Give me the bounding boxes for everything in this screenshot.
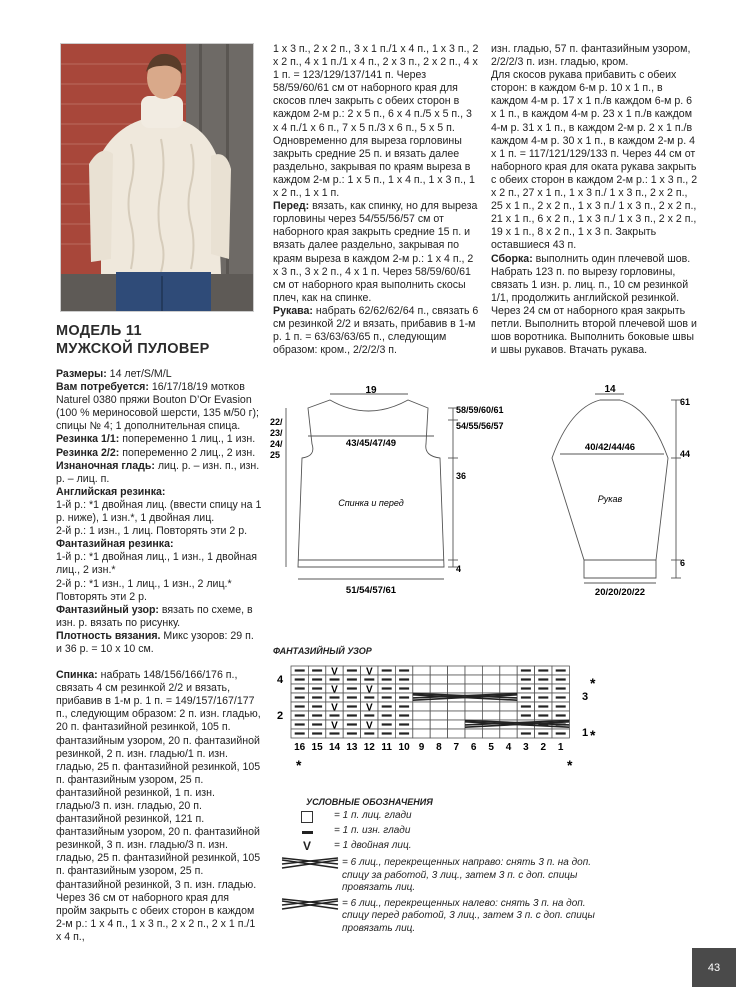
paragraph-heading: Фантазийный узор: bbox=[56, 603, 159, 616]
column-number: 8 bbox=[436, 742, 442, 753]
purl-dash-icon bbox=[399, 696, 409, 698]
purl-dash-icon bbox=[330, 714, 340, 716]
chart-cell bbox=[465, 684, 482, 693]
purl-dash-icon bbox=[295, 669, 305, 671]
purl-dash-icon bbox=[295, 732, 305, 734]
paragraph bbox=[491, 69, 699, 252]
chart-cell bbox=[482, 666, 499, 675]
paragraph-heading: Размеры: bbox=[56, 368, 107, 380]
sleeve-piece-label: Рукав bbox=[597, 494, 623, 504]
paragraph-heading: Рукава: bbox=[273, 304, 313, 317]
paragraph-heading: Изнаночная гладь: bbox=[56, 459, 155, 472]
purl-dash-icon bbox=[330, 678, 340, 680]
paragraph bbox=[56, 368, 262, 381]
purl-dash-icon bbox=[295, 678, 305, 680]
model-name: МУЖСКОЙ ПУЛОВЕР bbox=[56, 341, 210, 357]
paragraph-text: попеременно 2 лиц., 2 изн. bbox=[119, 446, 256, 459]
purl-dash-icon bbox=[556, 678, 566, 680]
paragraph-heading: Фантазийная резинка: bbox=[56, 538, 174, 551]
paragraph bbox=[56, 460, 262, 486]
purl-dash-icon bbox=[382, 669, 392, 671]
sleeve-pattern-diagram bbox=[540, 380, 700, 605]
chart-cell bbox=[413, 666, 430, 675]
purl-dash-icon bbox=[382, 714, 392, 716]
purl-dash-icon bbox=[364, 714, 374, 716]
paragraph bbox=[56, 381, 262, 433]
purl-dash-icon bbox=[382, 732, 392, 734]
purl-dash-icon bbox=[312, 732, 322, 734]
text-column-3 bbox=[491, 43, 699, 357]
paragraph bbox=[56, 578, 262, 604]
row-label-1: 1 bbox=[582, 727, 589, 739]
chart-cell bbox=[448, 666, 465, 675]
purl-dash-icon bbox=[312, 723, 322, 725]
purl-dash-icon bbox=[399, 714, 409, 716]
paragraph-text: вязать, как спинку, но для выреза горловины через 54/55/56/57 см от наборного края закрыть средние 15 п. и вязать далее раздельно, закрывая по краям выреза в каждом 2-м р.: 1 х 4 п., 2 х 3 п., 3 х 2 п., 4 х 1 п. Через 58/59/60/61 см от наборного края выполнить скосы плеч, как на спинке. bbox=[273, 200, 478, 304]
purl-dash-icon bbox=[538, 669, 548, 671]
paragraph bbox=[273, 43, 479, 200]
chart-cell bbox=[482, 702, 499, 711]
chart-cell bbox=[413, 729, 430, 738]
purl-dash-icon bbox=[399, 687, 409, 689]
repeat-star-top: * bbox=[590, 675, 596, 691]
chart-cell bbox=[500, 711, 517, 720]
legend bbox=[280, 810, 620, 935]
body-piece-label: Спинка и перед bbox=[338, 498, 404, 508]
purl-dash-icon bbox=[347, 732, 357, 734]
double-knit-icon: V bbox=[331, 666, 338, 678]
purl-dash-icon bbox=[280, 825, 334, 834]
model-photo bbox=[60, 43, 254, 312]
paragraph bbox=[491, 253, 699, 358]
chart-cell bbox=[448, 684, 465, 693]
chart-cell bbox=[482, 684, 499, 693]
column-number: 14 bbox=[328, 742, 341, 753]
row-label-3: 3 bbox=[582, 691, 589, 703]
chart-cell bbox=[465, 666, 482, 675]
paragraph-text: изн. гладью, 57 п. фантазийным узором, 2/2/2/3 п. изн. гладью, кром. bbox=[491, 43, 691, 69]
double-knit-icon: V bbox=[365, 666, 373, 678]
column-number: 15 bbox=[311, 742, 323, 753]
purl-dash-icon bbox=[364, 678, 374, 680]
paragraph-text: 1-й р.: *1 двойная лиц. (ввести спицу на 1 р. ниже), 1 изн.*, 1 двойная лиц. bbox=[56, 498, 262, 525]
paragraph-heading: Сборка: bbox=[491, 252, 533, 265]
sleeve-width: 40/42/44/46 bbox=[584, 442, 636, 453]
paragraph-text: 1-й р.: *1 двойная лиц., 1 изн., 1 двойная лиц., 2 изн.* bbox=[56, 551, 257, 577]
chart-cell bbox=[465, 675, 482, 684]
purl-dash-icon bbox=[295, 687, 305, 689]
row-label-4: 4 bbox=[277, 674, 284, 686]
paragraph-text: набрать 148/156/166/176 п., связать 4 см резинкой 2/2 и вязать, прибавив в 1-м р. 1 п. = 149/157/167/177 п., следующим образом: 2 п. изн. гладью, 20 п. фантазийной резинкой, 105 п. фантазийным узором, 20 п. фантазийной резинкой, 2 п. изн. гладью/1 п. изн. гладью, 25 п. фантазийной резинкой, 105 п. фантазийным узором, 25 п. фантазийной резинкой, 1 п. изн. гладью/3 п. изн. гладью, 20 п. фантазийной резинкой, 121 п. фантазийным узором, 20 п. фантазийной резинкой, 3 п. изн. гладью/3 п. изн. гладью, 25 п. фантазийной резинкой, 105 п. фантазийным узором, 25 п. фантазийной резинкой, 3 п. изн. гладью. Через 36 см от наборного края для пройм закрыть с обеих сторон в каждом 2-м р.: 1 х 4 п., 1 х 3 п., 2 х 2 п., 2 х 1 п./1 х 4 п., bbox=[56, 669, 261, 943]
rib-height: 4 bbox=[456, 564, 462, 574]
model-number: МОДЕЛЬ 11 bbox=[56, 323, 142, 339]
page-number: 43 bbox=[692, 948, 736, 987]
purl-dash-icon bbox=[295, 696, 305, 698]
knit-square-icon bbox=[280, 810, 334, 823]
purl-dash-icon bbox=[399, 732, 409, 734]
armhole-height: 36 bbox=[456, 471, 467, 481]
paragraph-text: 16/17/18/19 мотков Naturel 0380 пряжи Bouton D’Or Evasion (100 % мериносовой шерсти, 135 м/50 г); спицы № 4; 1 дополнительная спица. bbox=[56, 381, 259, 433]
purl-dash-icon bbox=[347, 687, 357, 689]
legend-text-double: = 1 двойная лиц. bbox=[334, 840, 412, 851]
purl-dash-icon bbox=[347, 669, 357, 671]
paragraph-text: 14 лет/S/M/L bbox=[106, 368, 172, 380]
paragraph-heading: Резинка 2/2: bbox=[56, 446, 120, 459]
purl-dash-icon bbox=[382, 705, 392, 707]
paragraph-text: вязать по схеме, в изн. р. вязать по рисунку. bbox=[56, 603, 253, 629]
chart-cell bbox=[500, 729, 517, 738]
purl-dash-icon bbox=[295, 705, 305, 707]
paragraph-text: выполнить один плечевой шов. Набрать 123 п. по вырезу горловины, связать 1 изн. р. лиц. п., 10 см резинкой 1/1, продолжить английской резинкой. Через 24 см от наборного края закрыть петли. Выполнить второй плечевой шов и шов воротника. Выполнить боковые швы и швы рукавов. Втачать рукава. bbox=[491, 252, 697, 357]
paragraph bbox=[56, 551, 262, 577]
column-number: 12 bbox=[363, 742, 375, 753]
column-number: 6 bbox=[470, 742, 477, 753]
purl-dash-icon bbox=[347, 696, 357, 698]
neckline-height: 54/55/56/57 bbox=[456, 421, 504, 431]
purl-dash-icon bbox=[521, 705, 531, 707]
column-number: 1 bbox=[557, 742, 564, 753]
double-knit-icon: V bbox=[331, 720, 338, 732]
paragraph bbox=[56, 486, 262, 499]
chart-cell bbox=[448, 702, 465, 711]
purl-dash-icon bbox=[382, 723, 392, 725]
chart-cell bbox=[500, 702, 517, 711]
cable-left-icon bbox=[280, 898, 342, 917]
repeat-star-right: * bbox=[590, 727, 596, 743]
paragraph-heading: Плотность вязания. bbox=[56, 629, 161, 642]
text-column-1 bbox=[56, 368, 262, 944]
legend-item-cross-right bbox=[280, 857, 620, 895]
sleeve-cap-start: 44 bbox=[680, 449, 691, 459]
purl-dash-icon bbox=[556, 669, 566, 671]
paragraph-text: набрать 62/62/62/64 п., связать 6 см резинкой 2/2 и вязать, прибавив в 1-м р. 1 п. = 63/63/63/65 п., следующим образом: кром., 2/2/2/3 п. bbox=[273, 304, 479, 357]
chart-cell bbox=[413, 675, 430, 684]
legend-item-double bbox=[280, 840, 620, 855]
purl-dash-icon bbox=[556, 732, 566, 734]
model-title bbox=[56, 322, 266, 358]
purl-dash-icon bbox=[312, 705, 322, 707]
chart-cell bbox=[413, 702, 430, 711]
double-knit-icon: V bbox=[365, 702, 373, 714]
purl-dash-icon bbox=[330, 696, 340, 698]
chart-cell bbox=[448, 729, 465, 738]
height-label-3: 24/ bbox=[270, 439, 283, 449]
purl-dash-icon bbox=[347, 714, 357, 716]
legend-text-cross-right: = 6 лиц., перекрещенных направо: снять 3 п. на доп. спицу за работой, 3 лиц., затем 3 п. с доп. спицы провязать лиц. bbox=[342, 857, 591, 893]
paragraph-text: 2-й р.: 1 изн., 1 лиц. Повторять эти 2 р. bbox=[56, 525, 248, 538]
column-number: 9 bbox=[418, 742, 425, 753]
paragraph bbox=[273, 200, 479, 305]
column-number: 16 bbox=[294, 742, 306, 753]
chest-width: 43/45/47/49 bbox=[345, 438, 397, 449]
column-number: 7 bbox=[453, 742, 460, 753]
paragraph-heading: Спинка: bbox=[56, 669, 98, 682]
column-number: 4 bbox=[505, 742, 512, 753]
paragraph bbox=[273, 305, 479, 357]
purl-dash-icon bbox=[399, 678, 409, 680]
purl-dash-icon bbox=[399, 669, 409, 671]
paragraph-text: 2-й р.: *1 изн., 1 лиц., 1 изн., 2 лиц.* Повторять эти 2 р. bbox=[56, 577, 232, 603]
legend-title: УСЛОВНЫЕ ОБОЗНАЧЕНИЯ bbox=[306, 797, 433, 807]
purl-dash-icon bbox=[538, 687, 548, 689]
purl-dash-icon bbox=[312, 714, 322, 716]
height-label-1: 22/ bbox=[270, 417, 283, 427]
column-number: 5 bbox=[488, 742, 494, 753]
purl-dash-icon bbox=[521, 669, 531, 671]
purl-dash-icon bbox=[295, 723, 305, 725]
column-number: 11 bbox=[381, 742, 392, 753]
double-knit-icon: V bbox=[365, 720, 373, 732]
chart-cell bbox=[413, 711, 430, 720]
paragraph-text: Для скосов рукава прибавить с обеих сторон: в каждом 6-м р. 10 х 1 п., в каждом 4-м р. 17 х 1 п./в каждом 6-м р. 6 х 1 п., в каждом 4-м р. 23 х 1 п./в каждом 4-м р. 31 х 1 п., в каждом 2-м р. 2 х 1 п./в каждом 4-м р. 30 х 1 п., в каждом 2-м р. 4 х 1 п. = 117/121/129/133 п. Через 44 см от наборного края для оката рукава закрыть с обеих сторон в каждом 2-м р.: 1 х 3 п., 2 х 2 п., 27 х 1 п., 1 х 3 п./ 1 х 3 п., 2 х 2 п., 25 х 1 п., 2 х 2 п., 1 х 3 п./ 1 х 3 п., 2 х 2 п., 21 х 1 п., 6 х 2 п., 1 х 3 п./ 1 х 3 п., 2 х 2 п., 19 х 1 п., 8 х 2 п., 1 х 3 п. Закрыть оставшиеся 43 п. bbox=[491, 69, 698, 252]
paragraph-text: попеременно 1 лиц., 1 изн. bbox=[119, 433, 256, 446]
chart-cell bbox=[500, 675, 517, 684]
purl-dash-icon bbox=[295, 714, 305, 716]
legend-text-cross-left: = 6 лиц., перекрещенных налево: снять 3 п. на доп. спицу перед работой, 3 лиц., затем 3 п. с доп. спицы провязать лиц. bbox=[342, 897, 595, 934]
purl-dash-icon bbox=[330, 732, 340, 734]
purl-dash-icon bbox=[538, 696, 548, 698]
purl-dash-icon bbox=[399, 705, 409, 707]
column-number: 2 bbox=[540, 742, 547, 753]
purl-dash-icon bbox=[521, 678, 531, 680]
paragraph bbox=[56, 447, 262, 460]
knitting-chart bbox=[270, 660, 610, 775]
purl-dash-icon bbox=[521, 687, 531, 689]
chart-cell bbox=[430, 684, 447, 693]
legend-item-purl bbox=[280, 825, 620, 840]
paragraph bbox=[491, 43, 699, 69]
purl-dash-icon bbox=[382, 687, 392, 689]
sleeve-rib-height: 6 bbox=[680, 558, 686, 568]
purl-dash-icon bbox=[521, 714, 531, 716]
chart-cell bbox=[448, 720, 465, 729]
text-column-2 bbox=[273, 43, 479, 357]
chart-title: ФАНТАЗИЙНЫЙ УЗОР bbox=[273, 646, 372, 656]
purl-dash-icon bbox=[538, 714, 548, 716]
paragraph bbox=[56, 669, 262, 944]
double-knit-icon: V bbox=[365, 684, 373, 696]
chart-cell bbox=[482, 729, 499, 738]
double-knit-icon: V bbox=[331, 702, 338, 714]
column-number: 10 bbox=[398, 742, 410, 753]
sleeve-total-height: 61 bbox=[680, 397, 691, 407]
height-label-2: 23/ bbox=[270, 428, 283, 438]
purl-dash-icon bbox=[312, 687, 322, 689]
chart-cell bbox=[448, 711, 465, 720]
purl-dash-icon bbox=[521, 732, 531, 734]
paragraph bbox=[56, 433, 262, 446]
purl-dash-icon bbox=[347, 723, 357, 725]
purl-dash-icon bbox=[347, 705, 357, 707]
chart-cell bbox=[465, 729, 482, 738]
chart-cell bbox=[430, 711, 447, 720]
purl-dash-icon bbox=[538, 678, 548, 680]
paragraph bbox=[56, 499, 262, 525]
paragraph-text: Микс узоров: 29 п. и 36 р. = 10 х 10 см. bbox=[56, 629, 254, 655]
chart-cell bbox=[413, 684, 430, 693]
purl-dash-icon bbox=[382, 696, 392, 698]
purl-dash-icon bbox=[556, 714, 566, 716]
paragraph-heading: Перед: bbox=[273, 200, 310, 213]
double-knit-icon: V bbox=[331, 684, 338, 696]
purl-dash-icon bbox=[521, 696, 531, 698]
legend-text-purl: = 1 п. изн. глади bbox=[334, 825, 411, 836]
paragraph-text: лиц. р. – изн. п., изн. р. – лиц. п. bbox=[56, 459, 260, 485]
chart-cell bbox=[430, 720, 447, 729]
purl-dash-icon bbox=[312, 678, 322, 680]
paragraph bbox=[56, 630, 262, 656]
paragraph-heading: Вам потребуется: bbox=[56, 381, 149, 394]
hem-width: 51/54/57/61 bbox=[345, 585, 397, 596]
purl-dash-icon bbox=[556, 705, 566, 707]
chart-cell bbox=[430, 666, 447, 675]
double-knit-icon: V bbox=[302, 839, 311, 853]
chart-cell bbox=[465, 711, 482, 720]
paragraph-text: 1 х 3 п., 2 х 2 п., 3 х 1 п./1 х 4 п., 1 х 3 п., 2 х 2 п., 4 х 1 п./1 х 4 п., 2 х 3 п., 2 х 2 п., 4 х 1 п. = 123/129/137/141 п. Через 58/59/60/61 см от наборного края для скосов плеч закрыть с обеих сторон в каждом 2-м р.: 2 х 5 п., 6 х 4 п./5 х 5 п., 3 х 4 п./1 х 6 п., 7 х 5 п./3 х 6 п., 5 х 5 п. Одновременно для выреза горловины закрыть средние 25 п. и вязать далее раздельно, закрывая по краям выреза в каждом 2-м р.: 1 х 5 п., 1 х 4 п., 1 х 3 п., 1 х 2 п., 1 х 1 п. bbox=[273, 43, 479, 200]
chart-cell bbox=[465, 702, 482, 711]
column-number: 13 bbox=[346, 742, 358, 753]
chart-cell bbox=[500, 684, 517, 693]
chart-cell bbox=[500, 666, 517, 675]
purl-dash-icon bbox=[347, 678, 357, 680]
legend-text-knit: = 1 п. лиц. глади bbox=[334, 810, 412, 821]
paragraph bbox=[56, 525, 262, 538]
purl-dash-icon bbox=[556, 687, 566, 689]
cable-right-icon bbox=[280, 857, 342, 876]
paragraph-heading: Английская резинка: bbox=[56, 485, 166, 498]
purl-dash-icon bbox=[538, 705, 548, 707]
chart-cell bbox=[413, 720, 430, 729]
cuff-width: 20/20/20/22 bbox=[594, 587, 646, 598]
height-label-4: 25 bbox=[270, 450, 281, 460]
purl-dash-icon bbox=[538, 732, 548, 734]
paragraph bbox=[56, 538, 262, 551]
purl-dash-icon bbox=[382, 678, 392, 680]
chart-cell bbox=[482, 675, 499, 684]
chart-cell bbox=[430, 729, 447, 738]
paragraph bbox=[56, 656, 262, 669]
row-label-2: 2 bbox=[277, 710, 284, 722]
column-number: 3 bbox=[523, 742, 529, 753]
purl-dash-icon bbox=[399, 723, 409, 725]
purl-dash-icon bbox=[364, 732, 374, 734]
neck-width: 19 bbox=[365, 385, 377, 396]
chart-cell bbox=[448, 675, 465, 684]
legend-item-knit bbox=[280, 810, 620, 825]
paragraph bbox=[56, 604, 262, 630]
photo-illustration bbox=[61, 44, 253, 311]
repeat-star-bottom: * bbox=[567, 757, 573, 773]
chart-cell bbox=[430, 702, 447, 711]
body-pattern-diagram bbox=[268, 380, 504, 605]
purl-dash-icon bbox=[312, 669, 322, 671]
paragraph-heading: Резинка 1/1: bbox=[56, 433, 120, 446]
repeat-star-left: * bbox=[296, 757, 302, 773]
chart-cell bbox=[482, 711, 499, 720]
purl-dash-icon bbox=[364, 696, 374, 698]
purl-dash-icon bbox=[556, 696, 566, 698]
purl-dash-icon bbox=[312, 696, 322, 698]
shoulder-height: 58/59/60/61 bbox=[456, 405, 504, 415]
sleeve-top-width: 14 bbox=[604, 384, 616, 395]
chart-cell bbox=[430, 675, 447, 684]
legend-item-cross-left bbox=[280, 898, 620, 936]
